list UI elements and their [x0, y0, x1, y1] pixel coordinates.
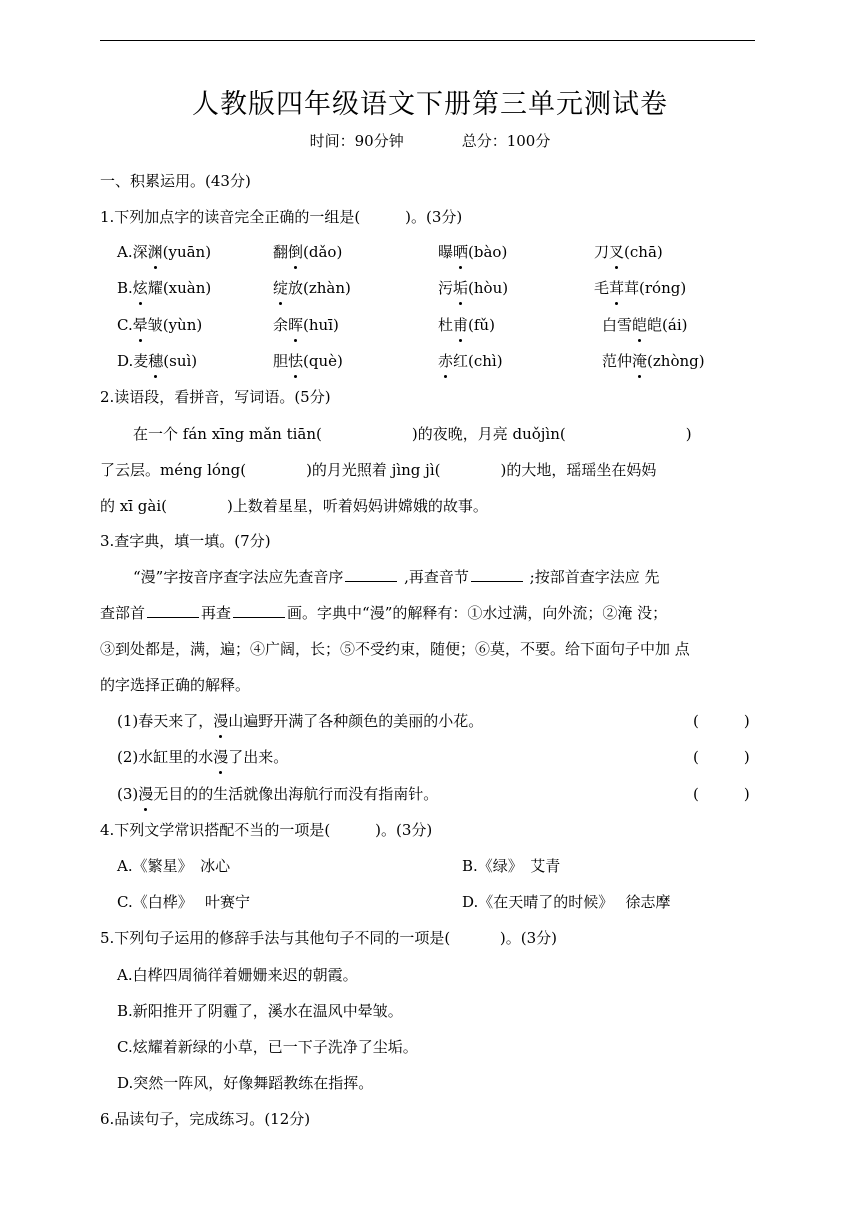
dotted-character: 皑 [632, 316, 648, 334]
dotted-character: 漫 [213, 748, 229, 766]
fill-blank[interactable] [345, 567, 397, 582]
question-1-option: A.深渊(yuān) [117, 243, 212, 261]
question-3-stem: 3.查字典，填一填。(7分) [100, 532, 271, 550]
question-1-option: D.麦穗(suì) [117, 352, 198, 370]
dotted-character: 漫 [138, 785, 154, 803]
question-5-option-b: B.新阳推开了阴霾了，溪水在温风中晕皱。 [117, 1002, 403, 1020]
question-2-line-1: 在一个 fán xīng mǎn tiān( )的夜晚，月亮 duǒjìn( ) [133, 425, 692, 443]
question-1-option: 胆怯(què) [273, 352, 343, 370]
question-4-option-c: C.《白桦》 叶赛宁 [117, 893, 250, 911]
dotted-character: 晕 [132, 316, 148, 334]
answer-parentheses[interactable]: ( ) [693, 712, 750, 730]
exam-total-score: 总分：100分 [461, 132, 551, 150]
question-1-option: 毛茸茸(róng) [594, 279, 687, 297]
dotted-character: 倒 [288, 243, 304, 261]
answer-parentheses[interactable]: ( ) [693, 748, 750, 766]
dotted-character: 淹 [632, 352, 648, 370]
dotted-character: 绽 [273, 279, 289, 297]
question-4-option-d: D.《在天晴了的时候》 徐志摩 [462, 893, 671, 911]
question-3-para-line-3: ③到处都是，满，遍；④广阔，长；⑤不受约束，随便；⑥莫，不要。给下面句子中加 点 [100, 640, 690, 658]
question-2-line-3: 的 xī gài( )上数着星星，听着妈妈讲嫦娥的故事。 [100, 497, 488, 515]
section-heading: 一、积累运用。(43分) [100, 172, 251, 190]
question-4-option-a: A.《繁星》 冰心 [117, 857, 231, 875]
question-1-option: 赤红(chì) [438, 352, 503, 370]
question-1-option: 范仲淹(zhòng) [602, 352, 705, 370]
question-3-item: (1)春天来了，漫山遍野开满了各种颜色的美丽的小花。 [117, 712, 484, 730]
question-1-option: C.晕皱(yùn) [117, 316, 203, 334]
exam-time: 时间：90分钟 [309, 132, 404, 150]
question-1-option: 污垢(hòu) [438, 279, 509, 297]
dotted-character: 晒 [453, 243, 469, 261]
question-4-option-b: B.《绿》 艾青 [462, 857, 561, 875]
dotted-character: 渊 [147, 243, 163, 261]
question-4-stem: 4.下列文学常识搭配不当的一项是( )。(3分) [100, 821, 433, 839]
dotted-character: 垢 [453, 279, 469, 297]
question-1-option: 刀叉(chā) [594, 243, 663, 261]
question-2-stem: 2.读语段，看拼音，写词语。(5分) [100, 388, 331, 406]
question-5-option-d: D.突然一阵风，好像舞蹈教练在指挥。 [117, 1074, 374, 1092]
question-5-stem: 5.下列句子运用的修辞手法与其他句子不同的一项是( )。(3分) [100, 929, 558, 947]
question-3-item: (2)水缸里的水漫了出来。 [117, 748, 289, 766]
fill-blank[interactable] [471, 567, 523, 582]
question-1-option: 绽放(zhàn) [273, 279, 351, 297]
dotted-character: 赤 [438, 352, 454, 370]
question-3-item: (3)漫无目的的生活就像出海航行而没有指南针。 [117, 785, 439, 803]
fill-blank[interactable] [233, 603, 285, 618]
dotted-character: 炫 [132, 279, 148, 297]
question-1-option: 曝晒(bào) [438, 243, 508, 261]
answer-parentheses[interactable]: ( ) [693, 785, 750, 803]
question-6-stem: 6.品读句子，完成练习。(12分) [100, 1110, 311, 1128]
top-rule [100, 40, 755, 41]
fill-blank[interactable] [147, 603, 199, 618]
dotted-character: 漫 [213, 712, 229, 730]
dotted-character: 甫 [453, 316, 469, 334]
dotted-character: 叉 [609, 243, 625, 261]
question-3-para-line-4: 的字选择正确的解释。 [100, 676, 251, 694]
question-1-option: B.炫耀(xuàn) [117, 279, 212, 297]
question-5-option-c: C.炫耀着新绿的小草，已一下子洗净了尘垢。 [117, 1038, 418, 1056]
question-1-option: 翻倒(dǎo) [273, 243, 343, 261]
exam-info [0, 130, 860, 151]
dotted-character: 茸 [609, 279, 625, 297]
page-title: 人教版四年级语文下册第三单元测试卷 [192, 89, 668, 120]
question-1-option: 余晖(huī) [273, 316, 339, 334]
question-5-option-a: A.白桦四周徜徉着姗姗来迟的朝霞。 [117, 966, 358, 984]
question-1-option: 白雪皑皑(ái) [602, 316, 688, 334]
question-3-para-line-2: 查部首 再查 画。字典中“漫”的解释有：①水过满，向外流；②淹 没； [100, 604, 668, 622]
question-1-stem: 1.下列加点字的读音完全正确的一组是( )。(3分) [100, 208, 463, 226]
question-3-para-line-1: “漫”字按音序查字法应先查音序 ,再查音节 ;按部首查字法应 先 [133, 568, 660, 586]
dotted-character: 晖 [288, 316, 304, 334]
question-1-option: 杜甫(fǔ) [438, 316, 495, 334]
dotted-character: 穗 [148, 352, 164, 370]
question-2-line-2: 了云层。méng lóng( )的月光照着 jìng jì( )的大地，瑶瑶坐在妈妈 [100, 461, 657, 479]
dotted-character: 怯 [288, 352, 304, 370]
